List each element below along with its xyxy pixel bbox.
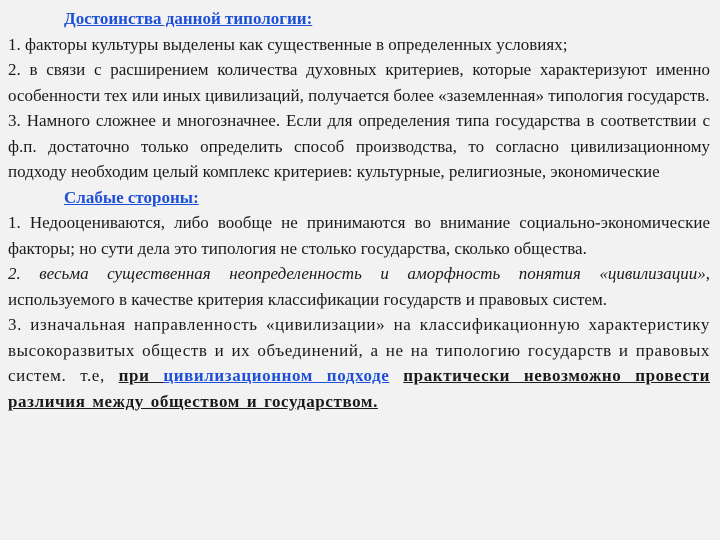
weakness-item-3-bold-1: при xyxy=(118,366,150,385)
weakness-item-2-rest: , используемого в качестве критерия классификации государств и правовых систем. xyxy=(8,264,710,309)
weakness-item-2 xyxy=(8,261,710,312)
advantage-item-1: 1. факторы культуры выделены как существенные в определенных условиях; xyxy=(8,34,568,54)
weakness-item-3 xyxy=(8,312,710,414)
weakness-item-2-italic: 2. весьма существенная неопределенность и аморфность понятия «цивилизации» xyxy=(8,264,706,283)
advantage-item-3: 3. Намного сложнее и многозначнее. Если для определения типа государства в соответствии с ф.п. достаточно только определить способ производства, то согласно цивилизационному подходу необходим целый комплекс критериев: культурные, религиозные, экономические xyxy=(8,111,710,181)
weakness-item-3-space-2 xyxy=(389,366,403,385)
weakness-item-1: 1. Недооцениваются, либо вообще не принимаются во внимание социально-экономические факторы; но сути дела это типология не столько государства, сколько общества. xyxy=(8,213,710,258)
weakness-item-3-space xyxy=(149,366,163,385)
weakness-item-3-blue: цивилизационном подходе xyxy=(163,366,390,385)
weakness-item-3-plain: 3. изначальная направленность «цивилизации» на классификационную характеристику высокоразвитых обществ и их объединений, а не на типологию государств и правовых систем. т.е, xyxy=(8,315,710,385)
weaknesses-heading: Слабые стороны: xyxy=(64,187,199,207)
weakness-item-3-bold-2: практически невозможно провести различия между обществом и государством. xyxy=(8,366,710,411)
advantages-heading: Достоинства данной типологии: xyxy=(64,9,313,28)
advantage-item-2: 2. в связи с расширением количества духовных критериев, которые характеризуют именно особенности тех или иных цивилизаций, получается более «заземленная» типология государств. xyxy=(8,60,710,105)
